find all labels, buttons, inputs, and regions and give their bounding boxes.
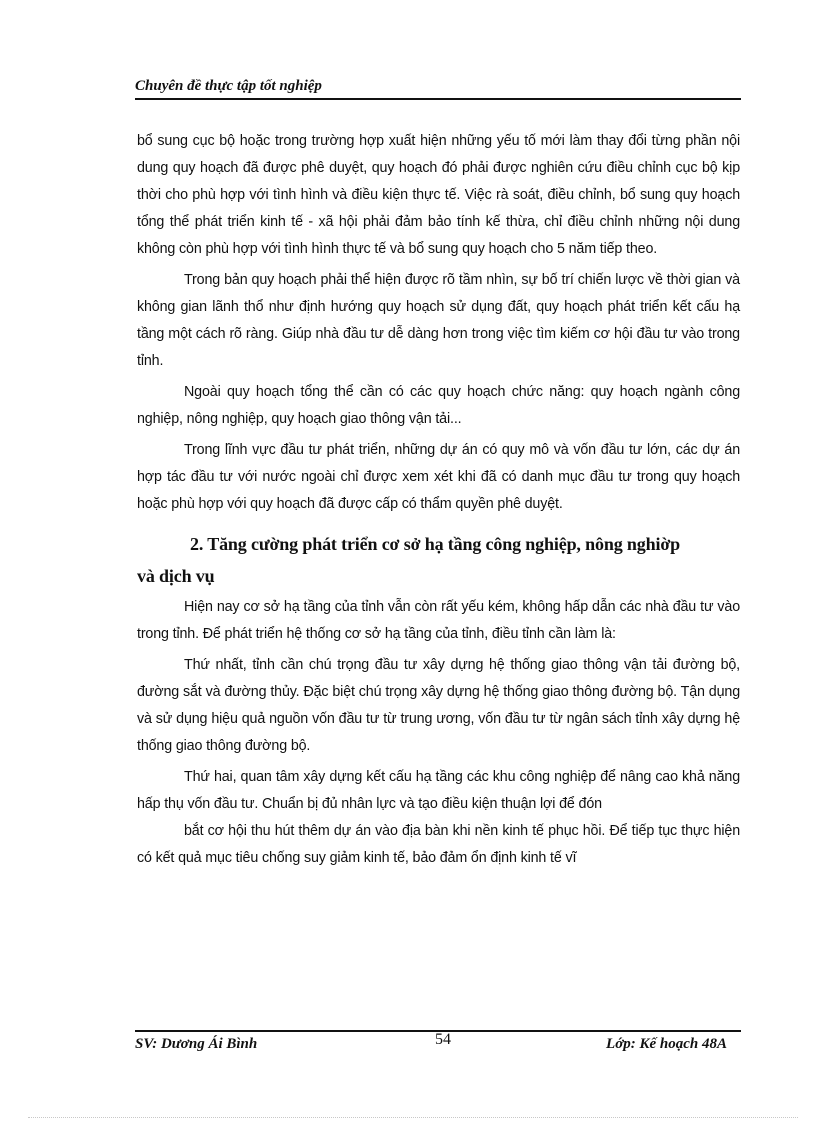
page-number: 54 [435,1031,451,1048]
page-edge-divider [28,1117,798,1118]
header-title: Chuyên đề thực tập tốt nghiệp [135,78,322,94]
footer-author: SV: Dương Ái Bình [135,1036,258,1052]
paragraph-continued: bổ sung cục bộ hoặc trong trường hợp xuất hiện những yếu tố mới làm thay đổi từng phần nội dung quy hoạch đã được phê duyệt, quy hoạch đó phải được nghiên cứu điều chỉnh cục bộ kịp thời cho phù hợp với tình hình và điều kiện thực tế. Việc rà soát, điều chỉnh, bổ sung quy hoạch tổng thể phát triển kinh tế - xã hội phải đảm bảo tính kế thừa, chỉ điều chỉnh những nội dung không còn phù hợp với tình hình thực tế và bổ sung quy hoạch cho 5 năm tiếp theo. [137,133,740,257]
paragraph: Hiện nay cơ sở hạ tầng của tỉnh vẫn còn rất yếu kém, không hấp dẫn các nhà đầu tư vào trong tỉnh. Để phát triển hệ thống cơ sở hạ tầng của tỉnh, điều tỉnh cần làm là: [137,599,740,642]
paragraph: Ngoài quy hoạch tổng thể cần có các quy hoạch chức năng: quy hoạch ngành công nghiệp, nông nghiệp, quy hoạch giao thông vận tải... [137,384,740,427]
section-heading [137,528,740,592]
document-body [137,128,740,876]
paragraph: Trong bản quy hoạch phải thể hiện được rõ tầm nhìn, sự bố trí chiến lược về thời gian và không gian lãnh thổ như định hướng quy hoạch sử dụng đất, quy hoạch phát triển kết cấu hạ tầng một cách rõ ràng. Giúp nhà đầu tư dễ dàng hơn trong việc tìm kiếm cơ hội đầu tư vào trong tỉnh. [137,272,740,369]
paragraph: Trong lĩnh vực đầu tư phát triển, những dự án có quy mô và vốn đầu tư lớn, các dự án hợp tác đầu tư với nước ngoài chỉ được xem xét khi đã có danh mục đầu tư trong quy hoạch hoặc phù hợp với quy hoạch đã được cấp có thẩm quyền phê duyệt. [137,442,740,512]
page-footer [135,1030,741,1062]
section-heading-line2: và dịch vụ [137,566,215,586]
paragraph: bắt cơ hội thu hút thêm dự án vào địa bàn khi nền kinh tế phục hồi. Để tiếp tục thực hiện có kết quả mục tiêu chống suy giảm kinh tế, bảo đảm ổn định kinh tế vĩ [137,823,740,866]
footer-class: Lớp: Kế hoạch 48A [606,1036,727,1052]
paragraph: Thứ nhất, tỉnh cần chú trọng đầu tư xây dựng hệ thống giao thông vận tải đường bộ, đường sắt và đường thủy. Đặc biệt chú trọng xây dựng hệ thống giao thông đường bộ. Tận dụng và sử dụng hiệu quả nguồn vốn đầu tư từ trung ương, vốn đầu tư từ ngân sách tỉnh xây dựng hệ thống giao thông đường bộ. [137,657,740,754]
section-heading-line1: 2. Tăng cường phát triển cơ sở hạ tầng công nghiệp, nông nghiờp [190,534,680,554]
paragraph: Thứ hai, quan tâm xây dựng kết cấu hạ tầng các khu công nghiệp để nâng cao khả năng hấp thụ vốn đầu tư. Chuẩn bị đủ nhân lực và tạo điều kiện thuận lợi để đón [137,769,740,812]
page-header [135,76,741,100]
